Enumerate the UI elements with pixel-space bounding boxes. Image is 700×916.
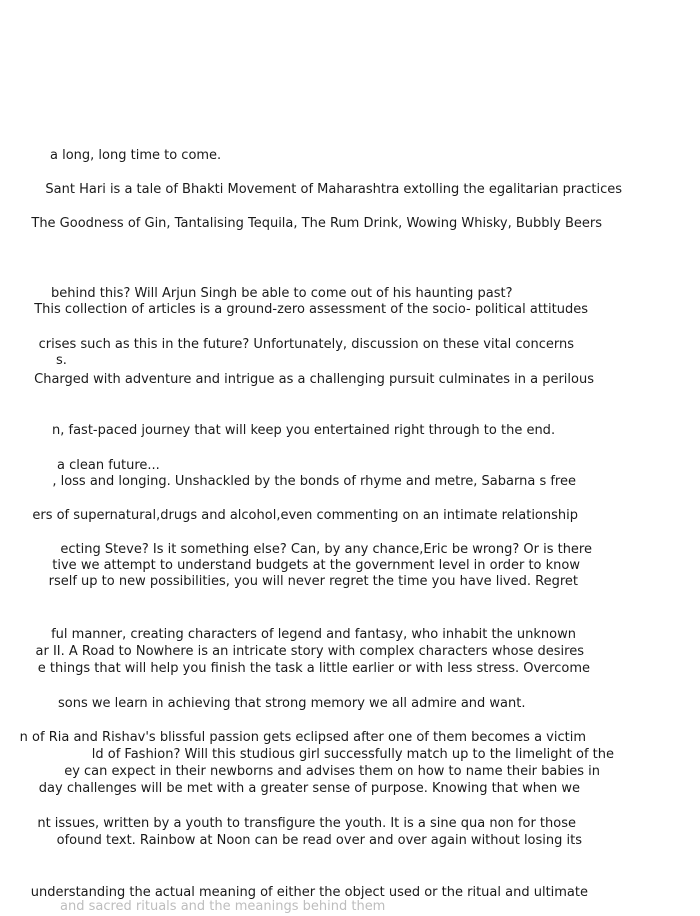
line-text: tive we attempt to understand budgets at the government level in order to know (52, 558, 580, 573)
line-text: ld of Fashion? Will this studious girl successfully match up to the limelight of the (91, 747, 614, 762)
line-text: and sacred rituals and the meanings behind them (60, 899, 386, 914)
line-text: nt issues, written by a youth to transfigure the youth. It is a sine qua non for those (37, 816, 576, 831)
line-text: n, fast-paced journey that will keep you entertained right through to the end. (52, 423, 556, 438)
line-text: a clean future... (57, 458, 160, 473)
line-text: Sant Hari is a tale of Bhakti Movement of Maharashtra extolling the egalitarian practices (45, 182, 622, 197)
line-text: ar II. A Road to Nowhere is an intricate story with complex characters whose desires (35, 644, 584, 659)
text-line (0, 746, 614, 764)
text-line (0, 729, 586, 747)
line-text: ers of supernatural,drugs and alcohol,even commenting on an intimate relationship (32, 508, 578, 523)
text-line (0, 507, 578, 525)
text-line (0, 301, 588, 319)
line-text: e things that will help you finish the task a little earlier or with less stress. Overcome (37, 661, 590, 676)
text-line (0, 371, 594, 389)
line-text: understanding the actual meaning of either the object used or the ritual and ultimate (30, 885, 588, 900)
line-text: rself up to new possibilities, you will never regret the time you have lived. Regret (48, 574, 578, 589)
text-line (0, 643, 584, 661)
text-line (0, 695, 570, 713)
line-text: The Goodness of Gin, Tantalising Tequila, The Rum Drink, Wowing Whisky, Bubbly Beers (31, 216, 602, 231)
text-line (0, 763, 600, 781)
text-line (0, 898, 570, 916)
line-text: crises such as this in the future? Unfortunately, discussion on these vital concerns (38, 337, 574, 352)
text-line (0, 780, 580, 798)
text-line (0, 181, 622, 199)
text-line (0, 473, 576, 491)
text-line (0, 573, 578, 591)
text-line (0, 422, 570, 440)
text-line (0, 352, 570, 370)
line-text: This collection of articles is a ground-zero assessment of the socio- political attitudes (34, 302, 588, 317)
text-line (0, 832, 582, 850)
text-line (0, 660, 590, 678)
text-line (0, 815, 576, 833)
line-text: sons we learn in achieving that strong memory we all admire and want. (58, 696, 526, 711)
line-text: ofound text. Rainbow at Noon can be read over and over again without losing its (56, 833, 582, 848)
line-text: ey can expect in their newborns and advises them on how to name their babies in (64, 764, 600, 779)
line-text: Charged with adventure and intrigue as a challenging pursuit culminates in a perilous (34, 372, 594, 387)
text-line (0, 215, 602, 233)
line-text: a long, long time to come. (50, 148, 222, 163)
text-line (0, 147, 570, 165)
line-text: ful manner, creating characters of legend and fantasy, who inhabit the unknown (51, 627, 576, 642)
line-text: behind this? Will Arjun Singh be able to come out of his haunting past? (51, 286, 513, 301)
line-text: s. (56, 353, 67, 368)
line-text: day challenges will be met with a greater sense of purpose. Knowing that when we (38, 781, 580, 796)
line-text: ecting Steve? Is it something else? Can, by any chance,Eric be wrong? Or is there (60, 542, 592, 557)
line-text: , loss and longing. Unshackled by the bonds of rhyme and metre, Sabarna s free (52, 474, 576, 489)
line-text: n of Ria and Rishav's blissful passion gets eclipsed after one of them becomes a victim (19, 730, 586, 745)
text-line (0, 626, 576, 644)
